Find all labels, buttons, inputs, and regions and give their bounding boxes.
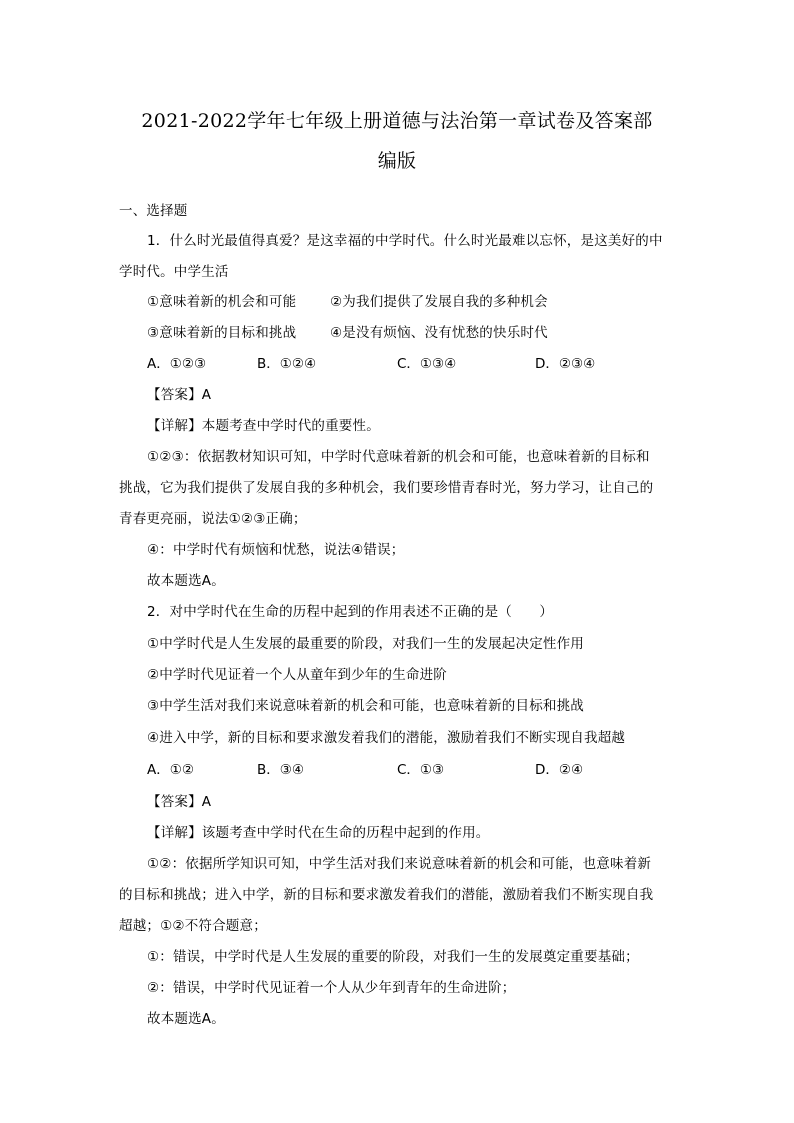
q2-option-c: C．①③ [397, 762, 445, 778]
q2-option-a: A．①② [147, 762, 194, 778]
q1-explanation-line2: 挑战，它为我们提供了发展自我的多种机会，我们要珍惜青春时光，努力学习，让自己的 [119, 480, 654, 496]
q1-option-d: D．②③④ [535, 356, 596, 372]
q2-option-b: B．③④ [257, 762, 304, 778]
q1-statement-1: ①意味着新的机会和可能 [147, 294, 297, 310]
q1-statement-4: ④是没有烦恼、没有忧愁的快乐时代 [330, 325, 548, 341]
q1-option-a: A．①②③ [147, 356, 207, 372]
q1-statement-3: ③意味着新的目标和挑战 [147, 325, 297, 341]
q1-statement-2: ②为我们提供了发展自我的多种机会 [330, 294, 548, 310]
q1-option-b: B．①②④ [257, 356, 317, 372]
q1-option-c: C．①③④ [397, 356, 457, 372]
q2-explanation-line1: ①②：依据所学知识可知，中学生活对我们来说意味着新的机会和可能，也意味着新 [147, 856, 652, 872]
q2-statement-3: ③中学生活对我们来说意味着新的机会和可能，也意味着新的目标和挑战 [147, 698, 585, 714]
section-heading: 一、选择题 [119, 203, 188, 219]
q1-explanation-line3: 青春更亮丽，说法①②③正确； [119, 511, 307, 527]
q2-explanation-line4: ①：错误，中学时代是人生发展的重要的阶段，对我们一生的发展奠定重要基础； [147, 949, 639, 965]
q2-detail-heading: 【详解】该题考查中学时代在生命的历程中起到的作用。 [147, 825, 490, 841]
q2-explanation-line3: 超越；①②不符合题意； [119, 918, 267, 934]
q1-explanation-line4: ④：中学时代有烦恼和忧愁，说法④错误； [147, 542, 405, 558]
q1-stem-line2: 学时代。中学生活 [119, 264, 229, 280]
q2-option-d: D．②④ [535, 762, 584, 778]
q2-statement-2: ②中学时代见证着一个人从童年到少年的生命进阶 [147, 667, 448, 683]
q2-statement-1: ①中学时代是人生发展的最重要的阶段，对我们一生的发展起决定性作用 [147, 636, 585, 652]
q2-explanation-line5: ②：错误，中学时代见证着一个人从少年到青年的生命进阶； [147, 980, 516, 996]
q1-explanation-line1: ①②③：依据教材知识可知，中学时代意味着新的机会和可能，也意味着新的目标和 [147, 449, 650, 465]
document-title-line1: 2021-2022学年七年级上册道德与法治第一章试卷及答案部 [141, 110, 653, 132]
q1-answer: 【答案】A [147, 387, 212, 403]
q2-stem: 2．对中学时代在生命的历程中起到的作用表述不正确的是（ ） [147, 604, 554, 620]
q1-stem-line1: 1．什么时光最值得真爱？是这幸福的中学时代。什么时光最难以忘怀，是这美好的中 [147, 233, 663, 249]
q1-conclusion: 故本题选A。 [147, 573, 225, 589]
q2-explanation-line2: 的目标和挑战；进入中学，新的目标和要求激发着我们的潜能，激励着我们不断实现自我 [119, 887, 654, 903]
q1-detail-heading: 【详解】本题考查中学时代的重要性。 [147, 418, 380, 434]
q2-statement-4: ④进入中学，新的目标和要求激发着我们的潜能，激励着我们不断实现自我超越 [147, 730, 626, 746]
q2-conclusion: 故本题选A。 [147, 1011, 225, 1027]
q2-answer: 【答案】A [147, 794, 212, 810]
document-title-line2: 编版 [377, 150, 417, 172]
